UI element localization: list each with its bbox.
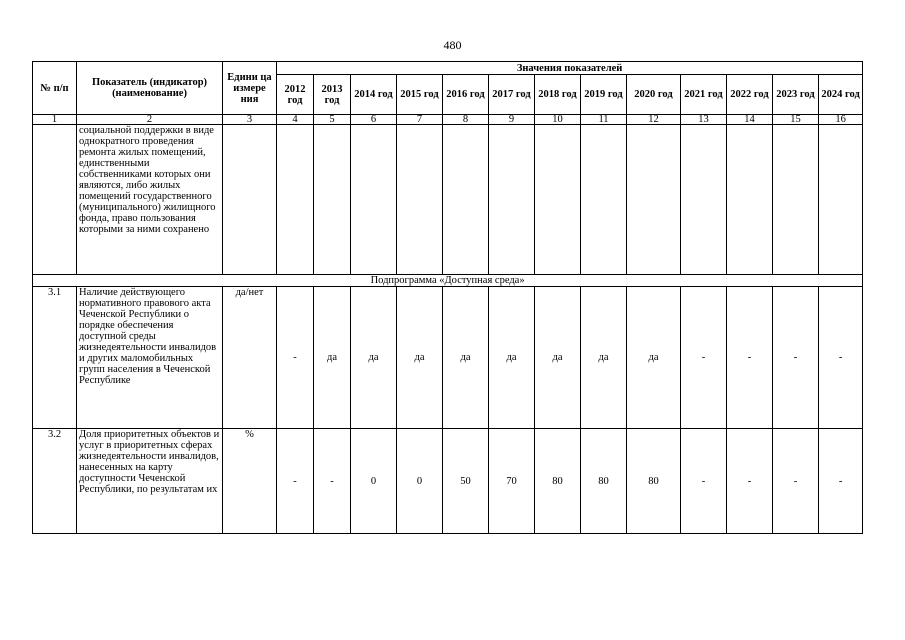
value-cell: 50 — [443, 429, 489, 534]
column-number: 16 — [819, 115, 863, 125]
value-cell — [627, 125, 681, 275]
header-unit: Едини ца измере ния — [223, 62, 277, 115]
value-cell — [581, 125, 627, 275]
row-number: 3.1 — [33, 287, 77, 429]
indicator-name: Доля приоритетных объектов и услуг в приоритетных сферах жизнедеятельности инвалидов, нанесенных на карту доступности Чеченской Республики, по результатам их — [77, 429, 223, 534]
value-cell: да — [443, 287, 489, 429]
table-row — [33, 429, 863, 534]
value-cell: да — [397, 287, 443, 429]
section-title: Подпрограмма «Доступная среда» — [33, 275, 863, 287]
value-cell: 70 — [489, 429, 535, 534]
row-number: 3.2 — [33, 429, 77, 534]
value-cell: да — [351, 287, 397, 429]
column-number: 3 — [223, 115, 277, 125]
value-cell: - — [277, 429, 314, 534]
column-number: 13 — [681, 115, 727, 125]
value-cell: - — [681, 287, 727, 429]
value-cell: да — [314, 287, 351, 429]
header-year: 2021 год — [681, 75, 727, 115]
value-cell — [489, 125, 535, 275]
indicator-name: Наличие действующего нормативного правового акта Чеченской Республики о порядке обеспечения доступной среды жизнедеятельности инвалидов и других маломобильных групп населения в Чеченской Республике — [77, 287, 223, 429]
value-cell — [351, 125, 397, 275]
value-cell — [535, 125, 581, 275]
value-cell: 0 — [397, 429, 443, 534]
value-cell — [277, 125, 314, 275]
value-cell: да — [627, 287, 681, 429]
indicators-table — [32, 61, 863, 534]
column-number: 8 — [443, 115, 489, 125]
header-year: 2012 год — [277, 75, 314, 115]
header-year: 2024 год — [819, 75, 863, 115]
column-number: 1 — [33, 115, 77, 125]
header-year: 2014 год — [351, 75, 397, 115]
table-row-continuation — [33, 125, 863, 275]
value-cell: 80 — [535, 429, 581, 534]
header-year: 2022 год — [727, 75, 773, 115]
column-number: 12 — [627, 115, 681, 125]
column-number: 2 — [77, 115, 223, 125]
value-cell: - — [314, 429, 351, 534]
value-cell: да — [489, 287, 535, 429]
header-values: Значения показателей — [277, 62, 863, 75]
header-year: 2013 год — [314, 75, 351, 115]
column-number: 6 — [351, 115, 397, 125]
value-cell — [681, 125, 727, 275]
column-number: 14 — [727, 115, 773, 125]
value-cell: - — [819, 429, 863, 534]
header-year: 2017 год — [489, 75, 535, 115]
value-cell: - — [727, 429, 773, 534]
header-year: 2018 год — [535, 75, 581, 115]
column-number: 5 — [314, 115, 351, 125]
column-number: 7 — [397, 115, 443, 125]
header-num: № п/п — [33, 62, 77, 115]
value-cell: да — [581, 287, 627, 429]
column-number: 11 — [581, 115, 627, 125]
column-number: 15 — [773, 115, 819, 125]
header-year: 2019 год — [581, 75, 627, 115]
unit-cell: да/нет — [223, 287, 277, 429]
value-cell: 0 — [351, 429, 397, 534]
value-cell — [727, 125, 773, 275]
header-indicator: Показатель (индикатор) (наименование) — [77, 62, 223, 115]
row-number — [33, 125, 77, 275]
value-cell: да — [535, 287, 581, 429]
table-row — [33, 287, 863, 429]
value-cell: 80 — [581, 429, 627, 534]
value-cell — [819, 125, 863, 275]
value-cell: - — [727, 287, 773, 429]
value-cell: - — [819, 287, 863, 429]
value-cell: 80 — [627, 429, 681, 534]
page-number: 480 — [443, 38, 462, 52]
column-number: 10 — [535, 115, 581, 125]
column-number: 9 — [489, 115, 535, 125]
value-cell: - — [681, 429, 727, 534]
value-cell — [773, 125, 819, 275]
header-year: 2020 год — [627, 75, 681, 115]
value-cell: - — [773, 429, 819, 534]
header-year: 2015 год — [397, 75, 443, 115]
value-cell — [314, 125, 351, 275]
value-cell: - — [773, 287, 819, 429]
value-cell — [397, 125, 443, 275]
column-number: 4 — [277, 115, 314, 125]
unit-cell: % — [223, 429, 277, 534]
header-year: 2023 год — [773, 75, 819, 115]
value-cell — [443, 125, 489, 275]
unit-cell — [223, 125, 277, 275]
column-number-row — [33, 115, 863, 125]
section-row — [33, 275, 863, 287]
indicator-name: социальной поддержки в виде однократного проведения ремонта жилых помещений, единственными собственниками которых они являются, либо жилых помещений государственного (муниципального) жилищного фонда, право пользования которыми за ними сохранено — [77, 125, 223, 275]
value-cell: - — [277, 287, 314, 429]
header-year: 2016 год — [443, 75, 489, 115]
